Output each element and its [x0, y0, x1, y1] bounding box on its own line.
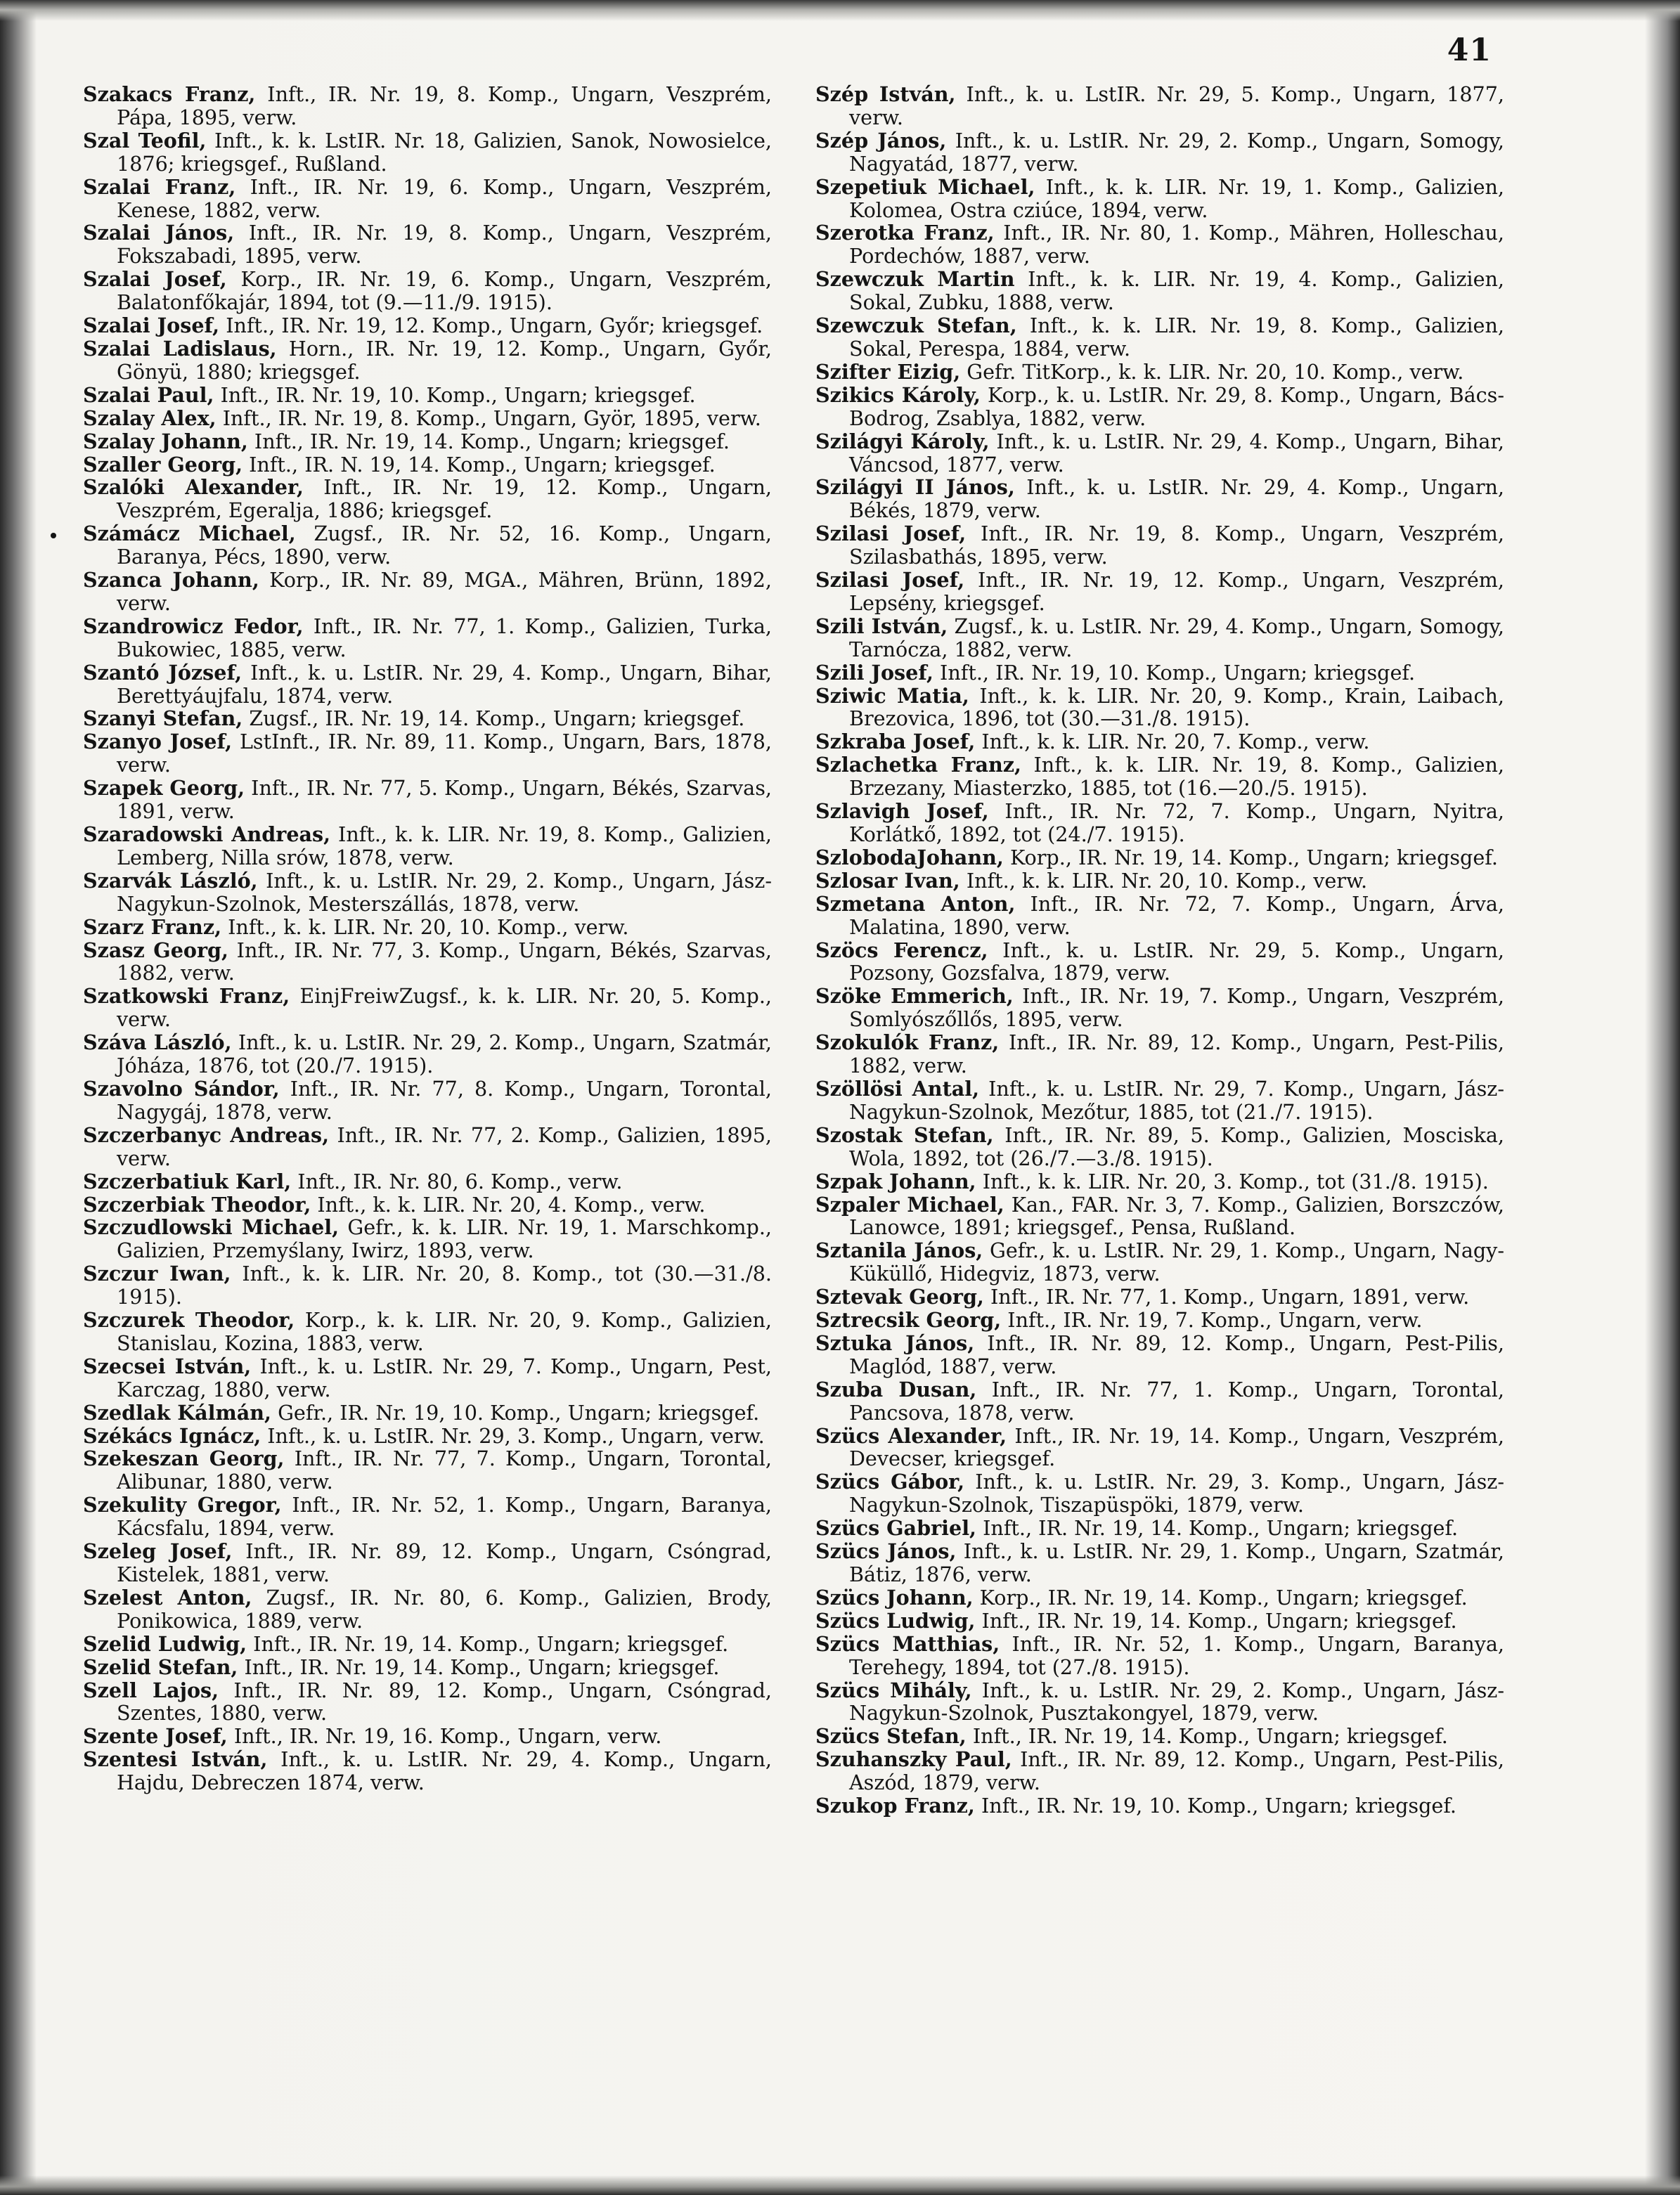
entry-name: Szostak Stefan,	[815, 1122, 994, 1147]
list-entry	[83, 268, 772, 314]
entry-details: Inft., k. u. LstIR. Nr. 29, 3. Komp., Ungarn, Jász-Nagykun-Szolnok, Tiszapüspöki, 1879, verw.	[849, 1470, 1504, 1517]
entry-name: Szelest Anton,	[83, 1585, 252, 1610]
entry-name: Szalai János,	[83, 221, 235, 245]
entry-details: Korp., k. k. LIR. Nr. 20, 9. Komp., Galizien, Stanislau, Kozina, 1883, verw.	[117, 1308, 772, 1355]
entry-details: Inft., k. u. LstIR. Nr. 29, 4. Komp., Ungarn, Hajdu, Debreczen 1874, verw.	[117, 1747, 772, 1795]
list-entry	[83, 916, 772, 939]
list-entry	[83, 384, 772, 407]
entry-details: Inft., IR. Nr. 19, 14. Komp., Ungarn, Veszprém, Devecser, kriegsgef.	[849, 1423, 1504, 1471]
entry-name: Szpaler Michael,	[815, 1192, 1004, 1217]
list-entry	[815, 685, 1504, 731]
list-entry	[815, 1725, 1504, 1748]
entry-details: Korp., IR. Nr. 19, 6. Komp., Ungarn, Veszprém, Balatonfőkajár, 1894, tot (9.—11./9. 1915).	[117, 267, 773, 315]
entry-details: Inft., IR. Nr. 89, 12. Komp., Ungarn, Pest-Pilis, Maglód, 1887, verw.	[849, 1330, 1504, 1378]
list-entry	[815, 522, 1504, 569]
entry-name: Szöcs Ferencz,	[815, 938, 988, 962]
entry-name: Szücs Gábor,	[815, 1470, 965, 1494]
list-entry	[815, 615, 1504, 661]
list-entry	[815, 569, 1504, 615]
entry-name: Szal Teofil,	[83, 128, 207, 153]
list-entry	[83, 129, 772, 176]
entry-details: Inft., IR. Nr. 19, 14. Komp., Ungarn; kriegsgef.	[975, 1608, 1457, 1633]
entry-name: Szczerbiak Theodor,	[83, 1192, 311, 1217]
list-entry	[815, 384, 1504, 430]
entry-details: Inft., k. k. LIR. Nr. 19, 8. Komp., Galizien, Sokal, Perespa, 1884, verw.	[849, 313, 1504, 361]
entry-name: SzlobodaJohann,	[815, 845, 1004, 869]
list-entry	[815, 83, 1504, 129]
entry-name: Szentesi István,	[83, 1747, 268, 1772]
entry-details: Zugsf., IR. Nr. 52, 16. Komp., Ungarn, Baranya, Pécs, 1890, verw.	[117, 522, 772, 569]
entry-details: Inft., IR. Nr. 19, 14. Komp., Ungarn; kriegsgef.	[247, 1631, 729, 1656]
entry-name: Szalai Paul,	[83, 382, 214, 407]
list-entry	[83, 1216, 772, 1262]
entry-details: Inft., k. u. LstIR. Nr. 29, 5. Komp., Ungarn, Pozsony, Gozsfalva, 1879, verw.	[849, 938, 1504, 985]
entry-details: Horn., IR. Nr. 19, 12. Komp., Ungarn, Győr, Gönyü, 1880; kriegsgef.	[117, 336, 772, 384]
list-entry	[815, 939, 1504, 985]
entry-name: Sztuka János,	[815, 1330, 975, 1355]
list-entry	[83, 1031, 772, 1077]
entry-name: Szlosar Ivan,	[815, 868, 960, 893]
scan-edge-top	[0, 0, 1680, 21]
entry-name: Szalai Franz,	[83, 174, 236, 199]
entry-name: Szilágyi II János,	[815, 475, 1015, 500]
entry-details: Inft., IR. Nr. 19, 10. Komp., Ungarn; kriegsgef.	[214, 382, 696, 407]
list-entry	[815, 1425, 1504, 1471]
list-entry	[83, 337, 772, 384]
list-entry	[815, 1517, 1504, 1540]
entry-details: Inft., k. k. LIR. Nr. 20, 3. Komp., tot (31./8. 1915).	[976, 1169, 1489, 1193]
list-entry	[83, 569, 772, 615]
entry-name: Sziwic Matia,	[815, 683, 969, 708]
entry-name: Szalóki Alexander,	[83, 475, 304, 500]
list-entry	[815, 1378, 1504, 1425]
entry-name: Szepetiuk Michael,	[815, 174, 1035, 199]
entry-details: Inft., k. u. LstIR. Nr. 29, 1. Komp., Ungarn, Szatmár, Bátiz, 1876, verw.	[849, 1539, 1505, 1586]
entry-details: Inft., IR. Nr. 77, 3. Komp., Ungarn, Békés, Szarvas, 1882, verw.	[117, 938, 772, 985]
list-entry	[83, 1725, 772, 1748]
entry-details: Inft., k. u. LstIR. Nr. 29, 2. Komp., Ungarn, Somogy, Nagyatád, 1877, verw.	[849, 128, 1504, 176]
entry-details: Inft., IR. Nr. 89, 12. Komp., Ungarn, Csóngrad, Szentes, 1880, verw.	[117, 1678, 772, 1725]
entry-details: Korp., k. u. LstIR. Nr. 29, 8. Komp., Ungarn, Bács-Bodrog, Zsablya, 1882, verw.	[849, 382, 1504, 430]
entry-name: Szewczuk Stefan,	[815, 313, 1017, 338]
entry-name: Székács Ignácz,	[83, 1423, 261, 1448]
entry-details: Korp., IR. Nr. 19, 14. Komp., Ungarn; kriegsgef.	[973, 1585, 1468, 1610]
entry-details: Inft., IR. Nr. 19, 12. Komp., Ungarn, Veszprém, Egeralja, 1886; kriegsgef.	[117, 475, 772, 523]
entry-details: Inft., k. k. LIR. Nr. 20, 9. Komp., Krain, Laibach, Brezovica, 1896, tot (30.—31./8. 1915).	[849, 683, 1504, 731]
entry-details: Inft., IR. Nr. 19, 14. Komp., Ungarn; kriegsgef.	[238, 1655, 720, 1679]
entry-name: Szalai Josef,	[83, 267, 227, 292]
list-entry	[83, 985, 772, 1031]
list-entry	[815, 800, 1504, 846]
list-entry	[83, 522, 772, 569]
entry-details: Inft., k. u. LstIR. Nr. 29, 4. Komp., Ungarn, Bihar, Váncsod, 1877, verw.	[849, 429, 1504, 477]
entry-name: Szalai Josef,	[83, 313, 220, 338]
entry-details: Inft., k. u. LstIR. Nr. 29, 5. Komp., Ungarn, 1877, verw.	[849, 82, 1504, 129]
entry-name: Szuba Dusan,	[815, 1377, 977, 1401]
list-entry	[83, 1170, 772, 1193]
entry-name: Szaller Georg,	[83, 452, 243, 477]
list-entry	[83, 869, 772, 916]
entry-name: Szecsei István,	[83, 1354, 252, 1378]
list-entry	[83, 221, 772, 268]
list-entry	[815, 476, 1504, 522]
list-entry	[815, 129, 1504, 176]
entry-name: Szücs Mihály,	[815, 1678, 972, 1702]
entry-details: Inft., IR. Nr. 77, 1. Komp., Galizien, Turka, Bukowiec, 1885, verw.	[117, 614, 772, 661]
entry-details: Inft., k. k. LIR. Nr. 20, 10. Komp., verw.	[221, 914, 629, 939]
list-entry	[815, 1540, 1504, 1586]
entry-details: Inft., IR. Nr. 19, 10. Komp., Ungarn; kriegsgef.	[933, 660, 1416, 685]
entry-name: Szeleg Josef,	[83, 1539, 233, 1564]
list-entry	[83, 1586, 772, 1633]
entry-name: Szalay Alex,	[83, 406, 217, 430]
entry-details: Inft., k. k. LIR. Nr. 19, 1. Komp., Galizien, Kolomea, Ostra cziúce, 1894, verw.	[849, 174, 1505, 222]
entry-details: Gefr., k. u. LstIR. Nr. 29, 1. Komp., Ungarn, Nagy-Küküllő, Hidegviz, 1873, verw.	[849, 1238, 1504, 1286]
entry-details: Inft., IR. Nr. 77, 1. Komp., Ungarn, Torontal, Pancsova, 1878, verw.	[849, 1377, 1505, 1425]
list-entry	[815, 1633, 1504, 1679]
entry-name: Szücs János,	[815, 1539, 957, 1564]
list-entry	[815, 1193, 1504, 1240]
list-entry	[815, 1170, 1504, 1193]
entry-details: Inft., IR. Nr. 80, 1. Komp., Mähren, Holleschau, Pordechów, 1887, verw.	[849, 221, 1504, 268]
list-entry	[815, 1610, 1504, 1633]
entry-name: Szili Josef,	[815, 660, 933, 685]
list-entry	[83, 407, 772, 430]
entry-name: Szücs Ludwig,	[815, 1608, 976, 1633]
entry-name: Szilasi Josef,	[815, 568, 965, 593]
entry-details: Gefr., IR. Nr. 19, 10. Komp., Ungarn; kriegsgef.	[271, 1400, 760, 1425]
entry-name: Szell Lajos,	[83, 1678, 219, 1702]
list-entry	[815, 1031, 1504, 1077]
list-entry	[815, 1679, 1504, 1725]
entry-name: Szanyi Stefan,	[83, 706, 243, 731]
entry-details: Inft., k. k. LIR. Nr. 20, 8. Komp., tot (30.—31./8. 1915).	[117, 1262, 772, 1309]
entry-name: Sztanila János,	[815, 1238, 983, 1263]
list-entry	[815, 268, 1504, 314]
entry-details: Gefr. TitKorp., k. k. LIR. Nr. 20, 10. Komp., verw.	[960, 359, 1464, 384]
entry-details: Inft., k. k. LIR. Nr. 20, 7. Komp., verw.	[975, 730, 1370, 754]
list-entry	[83, 1262, 772, 1309]
list-entry	[815, 430, 1504, 477]
entry-name: Szakacs Franz,	[83, 82, 256, 106]
list-entry	[83, 1679, 772, 1725]
entry-details: Inft., k. u. LstIR. Nr. 29, 2. Komp., Ungarn, Jász-Nagykun-Szolnok, Pusztakongyel, 1879, verw.	[849, 1678, 1504, 1725]
list-entry	[815, 869, 1504, 893]
entry-name: Szücs Stefan,	[815, 1724, 967, 1749]
entry-name: Szpak Johann,	[815, 1169, 976, 1193]
page-number: 41	[1447, 32, 1492, 68]
entry-details: Inft., k. u. LstIR. Nr. 29, 4. Komp., Ungarn, Bihar, Berettyáujfalu, 1874, verw.	[117, 660, 772, 708]
entry-name: Szalay Johann,	[83, 429, 248, 453]
list-entry	[83, 1633, 772, 1656]
entry-name: Szlachetka Franz,	[815, 753, 1021, 777]
list-entry	[83, 430, 772, 453]
list-entry	[83, 476, 772, 522]
entry-details: Inft., k. u. LstIR. Nr. 29, 4. Komp., Ungarn, Békés, 1879, verw.	[849, 475, 1504, 523]
entry-details: Kan., FAR. Nr. 3, 7. Komp., Galizien, Borszczów, Lanowce, 1891; kriegsgef., Pensa, Rußland.	[849, 1192, 1504, 1240]
entry-details: Gefr., k. k. LIR. Nr. 19, 1. Marschkomp., Galizien, Przemyślany, Iwirz, 1893, verw.	[117, 1215, 773, 1263]
entry-name: Szczudlowski Michael,	[83, 1215, 340, 1240]
entry-details: EinjFreiwZugsf., k. k. LIR. Nr. 20, 5. Komp., verw.	[117, 984, 773, 1032]
entry-details: Inft., k. k. LIR. Nr. 19, 8. Komp., Galizien, Lemberg, Nilla srów, 1878, verw.	[117, 822, 773, 869]
entry-details: Inft., IR. Nr. 80, 6. Komp., verw.	[291, 1169, 623, 1193]
entry-details: Inft., IR. Nr. 19, 12. Komp., Ungarn, Győr; kriegsgef.	[219, 313, 763, 338]
entry-details: Inft., IR. Nr. 89, 12. Komp., Ungarn, Pest-Pilis, 1882, verw.	[849, 1030, 1504, 1078]
list-entry	[83, 1425, 772, 1448]
list-entry	[815, 846, 1504, 869]
list-entry	[83, 1309, 772, 1355]
list-entry	[83, 176, 772, 222]
entry-details: Inft., IR. Nr. 19, 10. Komp., Ungarn; kriegsgef.	[974, 1794, 1456, 1818]
entry-name: Szedlak Kálmán,	[83, 1400, 271, 1425]
list-entry	[815, 661, 1504, 685]
entry-name: Szokulók Franz,	[815, 1030, 1000, 1055]
entry-details: Inft., IR. Nr. 89, 12. Komp., Ungarn, Pest-Pilis, Aszód, 1879, verw.	[849, 1747, 1504, 1795]
list-entry	[83, 707, 772, 730]
list-entry	[83, 314, 772, 337]
entry-details: Inft., IR. Nr. 19, 12. Komp., Ungarn, Veszprém, Lepsény, kriegsgef.	[849, 568, 1504, 615]
entry-name: Szanca Johann,	[83, 568, 259, 593]
entry-name: Szczurek Theodor,	[83, 1308, 295, 1333]
entry-details: Inft., IR. Nr. 72, 7. Komp., Ungarn, Nyitra, Korlátkő, 1892, tot (24./7. 1915).	[849, 799, 1504, 846]
entry-details: Inft., IR. Nr. 77, 8. Komp., Ungarn, Torontal, Nagygáj, 1878, verw.	[117, 1076, 772, 1124]
list-entry	[83, 777, 772, 823]
entry-name: Szente Josef,	[83, 1724, 228, 1749]
entry-name: Szlavigh Josef,	[815, 799, 989, 824]
entry-name: Szczerbatiuk Karl,	[83, 1169, 292, 1193]
entry-name: Szikics Károly,	[815, 382, 981, 407]
entry-details: Inft., k. u. LstIR. Nr. 29, 7. Komp., Ungarn, Pest, Karczag, 1880, verw.	[117, 1354, 772, 1401]
entry-details: Korp., IR. Nr. 89, MGA., Mähren, Brünn, 1892, verw.	[117, 568, 772, 615]
list-entry	[83, 1447, 772, 1494]
list-entry	[815, 1794, 1504, 1818]
list-entry	[815, 1332, 1504, 1378]
entry-details: Inft., IR. Nr. 19, 8. Komp., Ungarn, Györ, 1895, verw.	[216, 406, 761, 430]
entry-details: LstInft., IR. Nr. 89, 11. Komp., Ungarn, Bars, 1878, verw.	[117, 730, 772, 777]
entry-name: Szukop Franz,	[815, 1794, 975, 1818]
entry-details: Zugsf., k. u. LstIR. Nr. 29, 4. Komp., Ungarn, Somogy, Tarnócza, 1882, verw.	[849, 614, 1504, 661]
entry-details: Inft., k. k. LIR. Nr. 20, 10. Komp., verw.	[959, 868, 1368, 893]
entry-name: Szantó József,	[83, 660, 243, 685]
entry-name: Szelid Stefan,	[83, 1655, 238, 1679]
entry-name: Szewczuk Martin	[815, 267, 1015, 292]
entry-name: Sztevak Georg,	[815, 1285, 984, 1309]
entry-details: Inft., IR. Nr. 19, 8. Komp., Ungarn, Veszprém, Fokszabadi, 1895, verw.	[117, 221, 772, 268]
list-entry	[815, 1286, 1504, 1309]
list-entry	[83, 1656, 772, 1679]
list-entry	[815, 985, 1504, 1031]
entry-name: Szczerbanyc Andreas,	[83, 1122, 330, 1147]
entry-name: Szapek Georg,	[83, 776, 245, 801]
list-entry	[83, 453, 772, 477]
entry-details: Inft., IR. Nr. 52, 1. Komp., Ungarn, Baranya, Terehegy, 1894, tot (27./8. 1915).	[849, 1631, 1504, 1679]
entry-name: Szatkowski Franz,	[83, 984, 290, 1009]
entry-name: Szkraba Josef,	[815, 730, 976, 754]
list-entry	[815, 314, 1504, 361]
entry-details: Inft., k. u. LstIR. Nr. 29, 7. Komp., Ungarn, Jász-Nagykun-Szolnok, Mezőtur, 1885, tot (21./7. 1915).	[849, 1076, 1504, 1124]
entry-name: Szép János,	[815, 128, 947, 153]
list-entry	[83, 1124, 772, 1170]
list-entry	[83, 83, 772, 129]
entry-name: Szücs Gabriel,	[815, 1516, 977, 1541]
list-entry	[815, 1077, 1504, 1124]
entry-details: Zugsf., IR. Nr. 80, 6. Komp., Galizien, Brody, Ponikowica, 1889, verw.	[117, 1585, 772, 1633]
entry-name: Szuhanszky Paul,	[815, 1747, 1012, 1772]
entry-details: Inft., IR. Nr. 19, 7. Komp., Ungarn, verw.	[1001, 1308, 1423, 1333]
list-entry	[83, 1401, 772, 1425]
entry-name: Szalai Ladislaus,	[83, 336, 277, 361]
entry-name: Szücs Alexander,	[815, 1423, 1007, 1448]
list-entry	[815, 753, 1504, 800]
entry-details: Inft., IR. Nr. 77, 2. Komp., Galizien, 1895, verw.	[117, 1122, 773, 1170]
entry-name: Sztrecsik Georg,	[815, 1308, 1002, 1333]
entry-details: Inft., IR. Nr. 19, 14. Komp., Ungarn; kriegsgef.	[976, 1516, 1459, 1541]
entry-name: Számácz Michael,	[83, 522, 296, 546]
entry-name: Szarvák László,	[83, 868, 258, 893]
list-entry	[83, 661, 772, 708]
entry-details: Inft., IR. Nr. 19, 6. Komp., Ungarn, Veszprém, Kenese, 1882, verw.	[117, 174, 773, 222]
entry-details: Zugsf., IR. Nr. 19, 14. Komp., Ungarn; kriegsgef.	[243, 706, 745, 731]
entry-name: Szili István,	[815, 614, 948, 638]
entry-name: Szücs Matthias,	[815, 1631, 1000, 1656]
entry-name: Száva László,	[83, 1030, 232, 1055]
entry-name: Szczur Iwan,	[83, 1262, 231, 1286]
entry-details: Inft., IR. Nr. 77, 5. Komp., Ungarn, Békés, Szarvas, 1891, verw.	[117, 776, 772, 824]
entry-name: Szép István,	[815, 82, 956, 106]
list-entry	[815, 361, 1504, 384]
entry-details: Inft., IR. Nr. 52, 1. Komp., Ungarn, Baranya, Kácsfalu, 1894, verw.	[117, 1493, 772, 1541]
entry-name: Szavolno Sándor,	[83, 1076, 280, 1101]
list-entry	[83, 615, 772, 661]
entry-name: Szaradowski Andreas,	[83, 822, 331, 846]
list-entry	[83, 1748, 772, 1794]
list-entry	[815, 893, 1504, 939]
entry-details: Inft., IR. Nr. 77, 1. Komp., Ungarn, 1891, verw.	[983, 1285, 1470, 1309]
entry-details: Inft., IR. Nr. 19, 16. Komp., Ungarn, verw.	[227, 1724, 662, 1749]
right-column	[815, 83, 1504, 1818]
list-entry	[815, 1586, 1504, 1610]
entry-details: Inft., IR. Nr. 72, 7. Komp., Ungarn, Árva, Malatina, 1890, verw.	[849, 891, 1505, 939]
entry-details: Inft., k. k. LIR. Nr. 20, 4. Komp., verw.	[311, 1192, 706, 1217]
list-entry	[815, 1748, 1504, 1794]
list-entry	[815, 1239, 1504, 1286]
entry-name: Szöke Emmerich,	[815, 984, 1014, 1009]
list-entry	[83, 730, 772, 777]
entry-details: Inft., k. k. LIR. Nr. 19, 4. Komp., Galizien, Sokal, Zubku, 1888, verw.	[849, 267, 1504, 315]
entry-name: Szasz Georg,	[83, 938, 228, 962]
entry-details: Inft., k. u. LstIR. Nr. 29, 2. Komp., Ungarn, Jász-Nagykun-Szolnok, Mesterszállás, 1878, verw.	[117, 868, 772, 916]
entry-name: Szelid Ludwig,	[83, 1631, 247, 1656]
list-entry	[815, 1309, 1504, 1332]
entry-details: Inft., k. k. LIR. Nr. 19, 8. Komp., Galizien, Brzezany, Miasterzko, 1885, tot (16.—20./5. 1915).	[849, 753, 1505, 801]
entry-name: Szandrowicz Fedor,	[83, 614, 304, 638]
left-column	[83, 83, 772, 1794]
entry-details: Inft., IR. Nr. 19, 8. Komp., Ungarn, Veszprém, Pápa, 1895, verw.	[117, 82, 772, 129]
entry-name: Szücs Johann,	[815, 1585, 974, 1610]
entry-name: Szarz Franz,	[83, 914, 222, 939]
list-entry	[815, 730, 1504, 753]
list-entry	[83, 1355, 772, 1401]
entry-name: Szifter Eizig,	[815, 359, 961, 384]
list-entry	[83, 1494, 772, 1540]
entry-details: Inft., IR. N. 19, 14. Komp., Ungarn; kriegsgef.	[243, 452, 716, 477]
entry-details: Inft., IR. Nr. 77, 7. Komp., Ungarn, Torontal, Alibunar, 1880, verw.	[117, 1446, 773, 1494]
list-entry	[815, 176, 1504, 222]
list-entry	[83, 1193, 772, 1217]
entry-name: Szerotka Franz,	[815, 221, 995, 245]
entry-details: Korp., IR. Nr. 19, 14. Komp., Ungarn; kriegsgef.	[1003, 845, 1498, 869]
entry-details: Inft., IR. Nr. 89, 5. Komp., Galizien, Mosciska, Wola, 1892, tot (26./7.—3./8. 1915).	[849, 1122, 1504, 1170]
entry-details: Inft., k. k. LstIR. Nr. 18, Galizien, Sanok, Nowosielce, 1876; kriegsgef., Rußland.	[117, 128, 772, 176]
scan-edge-bottom	[0, 2175, 1680, 2195]
entry-name: Szmetana Anton,	[815, 891, 1016, 916]
list-entry	[815, 1124, 1504, 1170]
entry-details: Inft., IR. Nr. 19, 7. Komp., Ungarn, Veszprém, Somlyószőllős, 1895, verw.	[849, 984, 1505, 1032]
list-entry	[815, 1470, 1504, 1517]
entry-details: Inft., IR. Nr. 19, 8. Komp., Ungarn, Veszprém, Szilasbathás, 1895, verw.	[849, 522, 1504, 569]
list-entry	[83, 939, 772, 985]
list-entry	[83, 1077, 772, 1124]
margin-bullet-mark	[51, 533, 56, 538]
list-entry	[815, 221, 1504, 268]
entry-details: Inft., k. u. LstIR. Nr. 29, 3. Komp., Ungarn, verw.	[261, 1423, 765, 1448]
entry-name: Szilasi Josef,	[815, 522, 967, 546]
entry-details: Inft., IR. Nr. 89, 12. Komp., Ungarn, Csóngrad, Kistelek, 1881, verw.	[117, 1539, 772, 1586]
entry-name: Szanyo Josef,	[83, 730, 233, 754]
list-entry	[83, 1540, 772, 1586]
entry-details: Inft., IR. Nr. 19, 14. Komp., Ungarn; kriegsgef.	[247, 429, 730, 453]
entry-name: Szekulity Gregor,	[83, 1493, 282, 1517]
entry-name: Szekeszan Georg,	[83, 1446, 285, 1471]
entry-name: Szöllösi Antal,	[815, 1076, 980, 1101]
entry-details: Inft., IR. Nr. 19, 14. Komp., Ungarn; kriegsgef.	[966, 1724, 1448, 1749]
list-entry	[83, 823, 772, 869]
entry-name: Szilágyi Károly,	[815, 429, 990, 453]
entry-details: Inft., k. u. LstIR. Nr. 29, 2. Komp., Ungarn, Szatmár, Jóháza, 1876, tot (20./7. 1915).	[117, 1030, 773, 1078]
